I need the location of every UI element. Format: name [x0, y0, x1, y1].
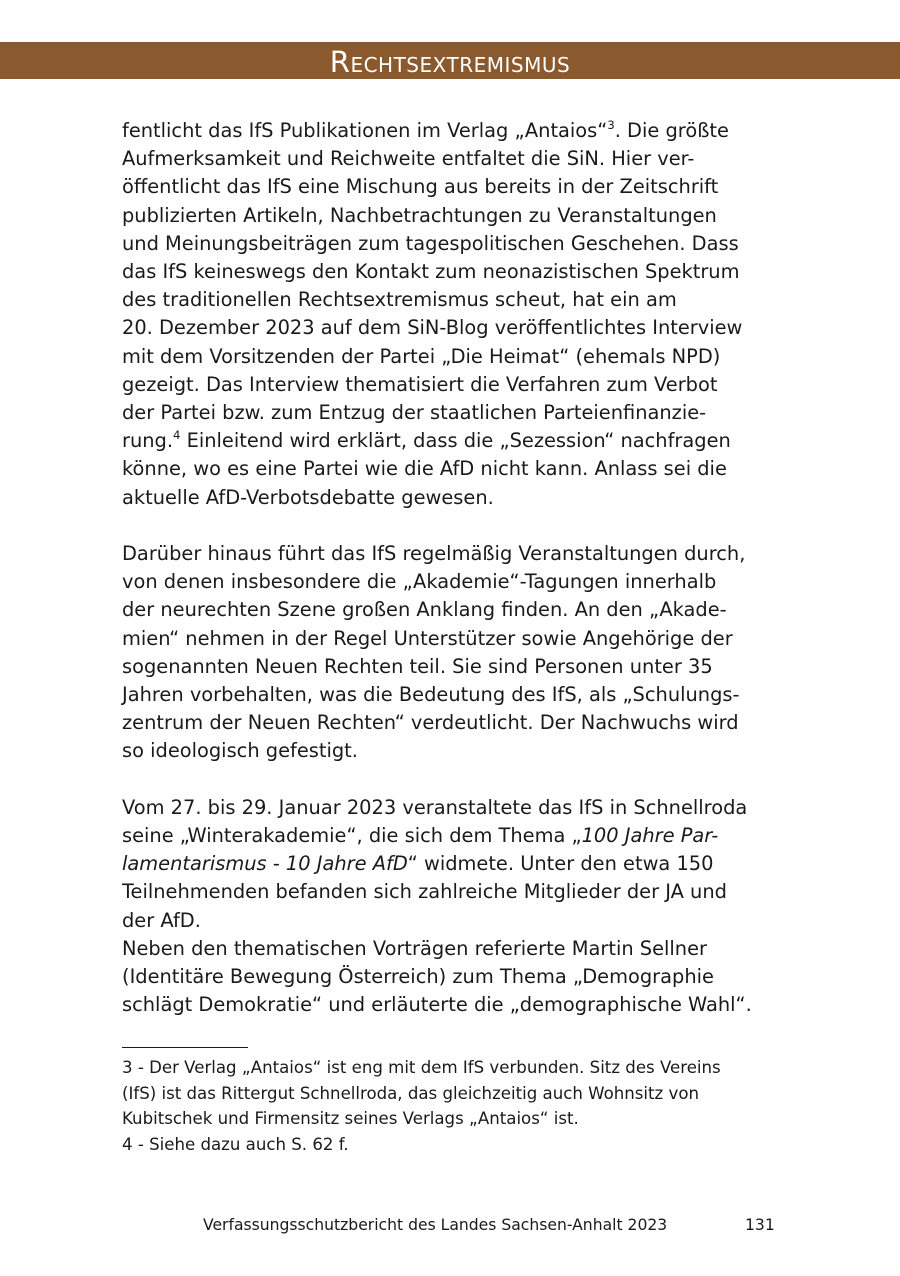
- text-line: lamentarismus - 10 Jahre AfD“ widmete. Unter den etwa 150: [122, 852, 714, 876]
- text-line: so ideologisch gefestigt.: [122, 739, 358, 763]
- text-line: des traditionellen Rechtsextremismus scheut, hat ein am: [122, 288, 677, 312]
- paragraph-gap: [122, 512, 782, 540]
- footnote-ref[interactable]: 4: [173, 428, 181, 443]
- text-line: der neurechten Szene großen Anklang finden. An den „Akade-: [122, 598, 727, 622]
- text-line: (Identitäre Bewegung Österreich) zum Thema „Demographie: [122, 965, 714, 989]
- footnote-ref[interactable]: 3: [607, 117, 615, 132]
- text-line: 20. Dezember 2023 auf dem SiN-Blog veröffentlichtes Interview: [122, 316, 743, 340]
- text-line: Teilnehmenden befanden sich zahlreiche Mitglieder der JA und: [122, 880, 727, 904]
- footnote-line: 4 - Siehe dazu auch S. 62 f.: [122, 1134, 349, 1154]
- footnotes: [122, 1055, 802, 1157]
- text-line: schlägt Demokratie“ und erläuterte die „demographische Wahl“.: [122, 993, 752, 1017]
- text-line: rung.$^4$ Einleitend wird erklärt, dass die „Sezession“ nachfragen: [122, 428, 731, 453]
- footnote-divider: [122, 1047, 248, 1048]
- text-line: das IfS keineswegs den Kontakt zum neonazistischen Spektrum: [122, 260, 740, 284]
- text-line: der AfD.: [122, 908, 201, 932]
- paragraph-gap: [122, 766, 782, 794]
- text-line: fentlicht das IfS Publikationen im Verlag „Antaios“$^3$. Die größte: [122, 117, 729, 142]
- section-title: Rechtsextremismus: [329, 45, 571, 79]
- text-line: gezeigt. Das Interview thematisiert die Verfahren zum Verbot: [122, 372, 718, 396]
- text-line: seine „Winterakademie“, die sich dem Thema „100 Jahre Par-: [122, 824, 719, 848]
- footnote-line: Kubitschek und Firmensitz seines Verlags „Antaios“ ist.: [122, 1109, 579, 1128]
- italic-title: 100 Jahre Par-: [581, 824, 719, 848]
- text-line: publizierten Artikeln, Nachbetrachtungen zu Veranstaltungen: [122, 203, 717, 227]
- text-line: Neben den thematischen Vorträgen referierte Martin Sellner: [122, 936, 708, 960]
- text-line: Aufmerksamkeit und Reichweite entfaltet die SiN. Hier ver-: [122, 147, 695, 171]
- italic-title: lamentarismus - 10 Jahre AfD: [122, 852, 408, 876]
- footnote-line: (IfS) ist das Rittergut Schnellroda, das gleichzeitig auch Wohnsitz von: [122, 1083, 699, 1103]
- footer-title: Verfassungsschutzbericht des Landes Sachsen-Anhalt 2023: [203, 1216, 668, 1234]
- text-line: mien“ nehmen in der Regel Unterstützer sowie Angehörige der: [122, 626, 733, 650]
- page-number: 131: [745, 1216, 775, 1234]
- text-line: zentrum der Neuen Rechten“ verdeutlicht. Der Nachwuchs wird: [122, 711, 739, 735]
- text-line: aktuelle AfD-Verbotsdebatte gewesen.: [122, 485, 494, 509]
- body-text: [122, 117, 782, 1019]
- text-line: und Meinungsbeiträgen zum tagespolitischen Geschehen. Dass: [122, 231, 739, 255]
- text-line: mit dem Vorsitzenden der Partei „Die Heimat“ (ehemals NPD): [122, 344, 721, 368]
- text-line: sogenannten Neuen Rechten teil. Sie sind Personen unter 35: [122, 654, 713, 678]
- text-line: der Partei bzw. zum Entzug der staatlichen Parteienfinanzie-: [122, 401, 707, 425]
- text-line: Darüber hinaus führt das IfS regelmäßig Veranstaltungen durch,: [122, 542, 746, 566]
- footnote-line: 3 - Der Verlag „Antaios“ ist eng mit dem IfS verbunden. Sitz des Vereins: [122, 1058, 721, 1077]
- text-line: von denen insbesondere die „Akademie“-Tagungen innerhalb: [122, 570, 717, 594]
- text-line: öffentlicht das IfS eine Mischung aus bereits in der Zeitschrift: [122, 175, 719, 199]
- text-line: könne, wo es eine Partei wie die AfD nicht kann. Anlass sei die: [122, 457, 727, 481]
- text-line: Vom 27. bis 29. Januar 2023 veranstaltete das IfS in Schnellroda: [122, 795, 748, 819]
- text-line: Jahren vorbehalten, was die Bedeutung des IfS, als „Schulungs-: [122, 683, 740, 707]
